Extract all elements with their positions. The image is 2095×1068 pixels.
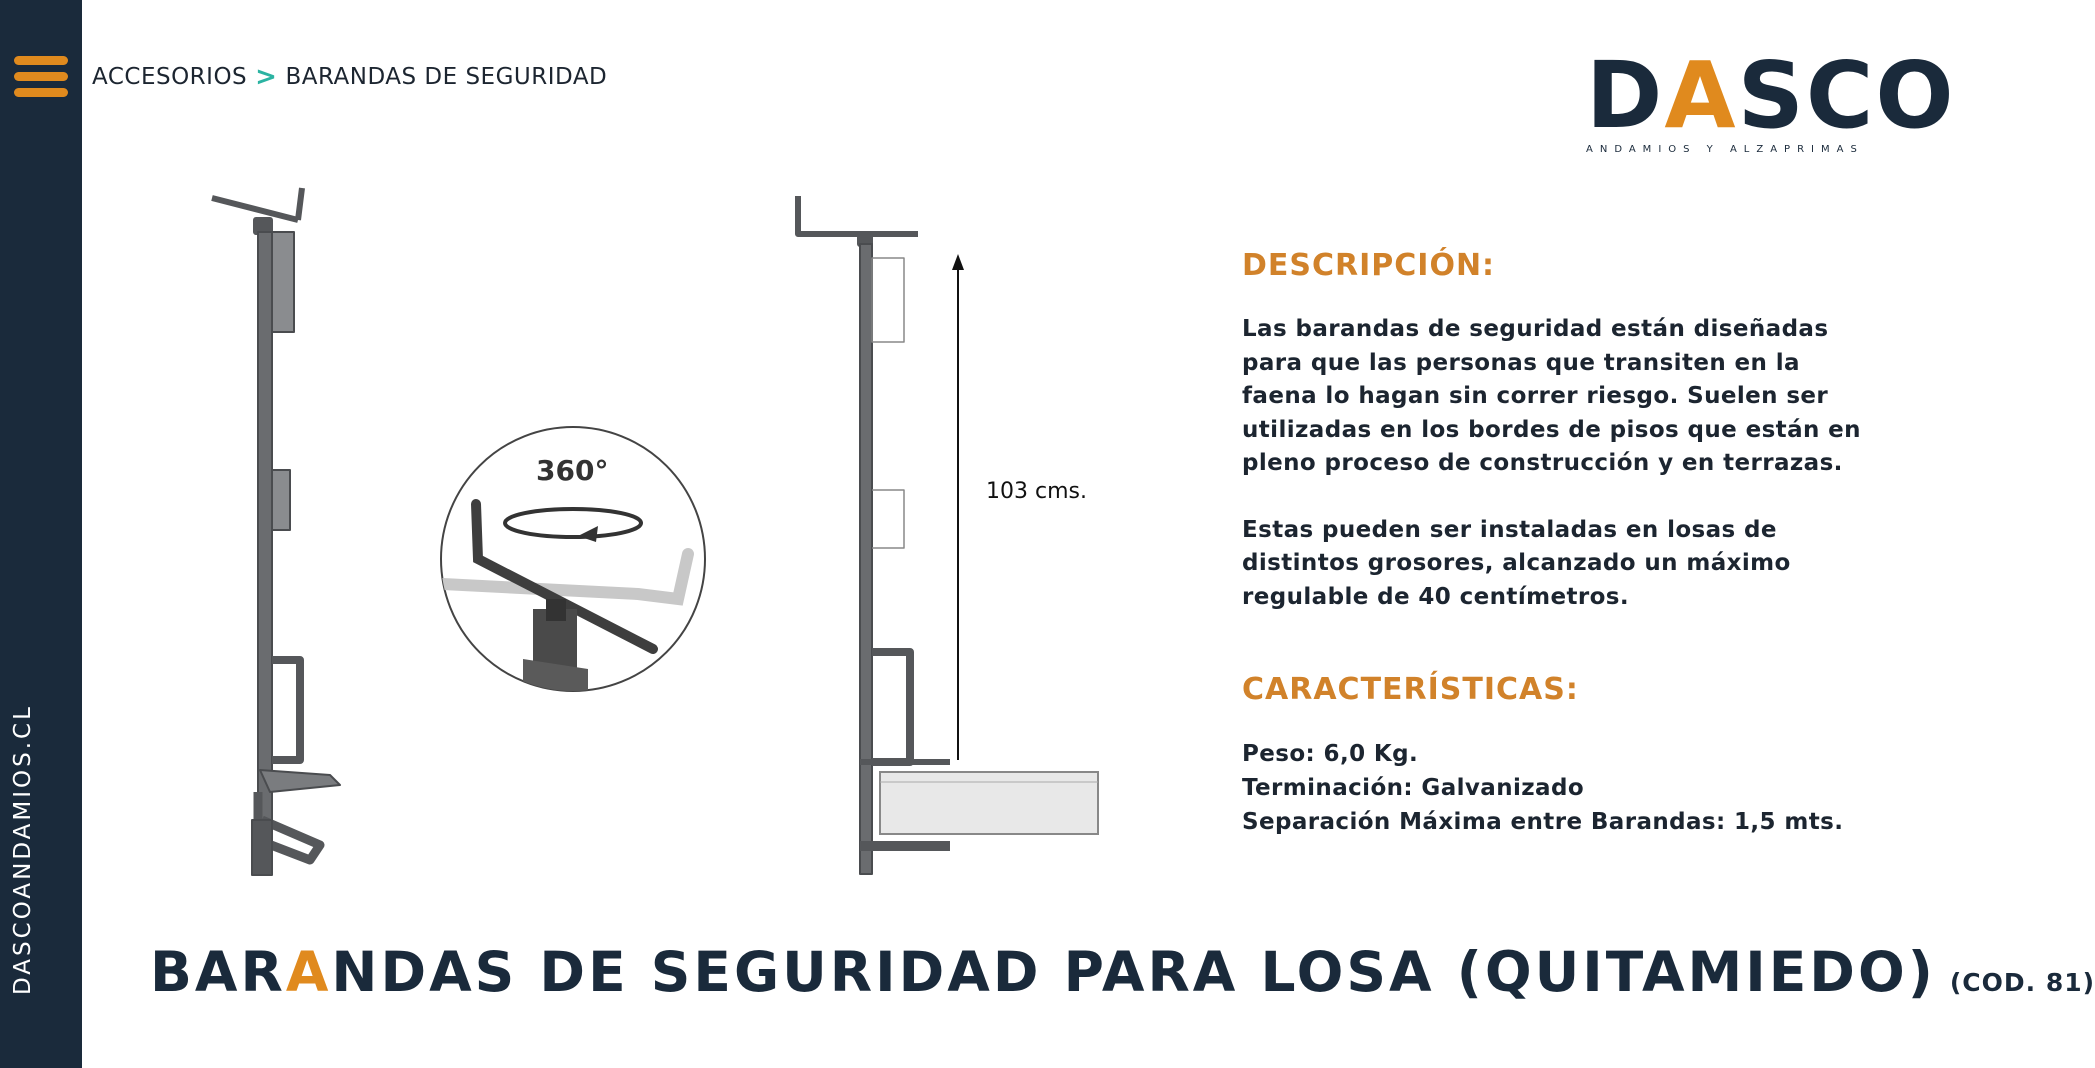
breadcrumb-item-accesorios[interactable]: ACCESORIOS — [92, 64, 248, 90]
dimension-label: 103 cms. — [986, 479, 1087, 504]
baranda-product-image — [200, 180, 360, 900]
spec-terminacion: Terminación: Galvanizado — [1242, 775, 1585, 801]
rotation-detail-image — [438, 424, 708, 694]
dasco-logo[interactable] — [1586, 42, 1956, 155]
site-url[interactable]: DASCOANDAMIOS.CL — [10, 704, 36, 995]
product-code: (COD. 81) — [1949, 968, 2095, 997]
rotation-label: 360° — [536, 454, 609, 487]
page-title: BAR A NDAS DE SEGURIDAD PARA LOSA (QUITAMIEDO) (COD. 81) — [150, 940, 2095, 1004]
description-title: DESCRIPCIÓN: — [1242, 248, 1496, 283]
logo-tagline: ANDAMIOS Y ALZAPRIMAS — [1586, 144, 1864, 155]
description-paragraph-2: Estas pueden ser instaladas en losas de distintos grosores, alcanzado un máximo regulable de 40 centímetros. — [1242, 516, 1791, 610]
breadcrumb — [92, 62, 607, 92]
chevron-right-icon: > — [255, 62, 278, 92]
baranda-profile-diagram — [790, 190, 1110, 890]
characteristics-title: CARACTERÍSTICAS: — [1242, 672, 1579, 707]
logo-wordmark: DASCO — [1586, 42, 1956, 149]
description-paragraph-1: Las barandas de seguridad están diseñadas para que las personas que transiten en la faena lo hagan sin correr riesgo. Suelen ser utilizadas en los bordes de pisos que están en pleno proceso de construcción y en terrazas. — [1242, 316, 1861, 476]
breadcrumb-item-barandas[interactable]: BARANDAS DE SEGURIDAD — [285, 64, 608, 90]
spec-peso: Peso: 6,0 Kg. — [1242, 741, 1419, 767]
description-panel — [1242, 248, 1882, 839]
hamburger-icon[interactable] — [14, 56, 68, 102]
spec-separacion: Separación Máxima entre Barandas: 1,5 mts. — [1242, 809, 1844, 835]
sidebar — [0, 0, 82, 1068]
